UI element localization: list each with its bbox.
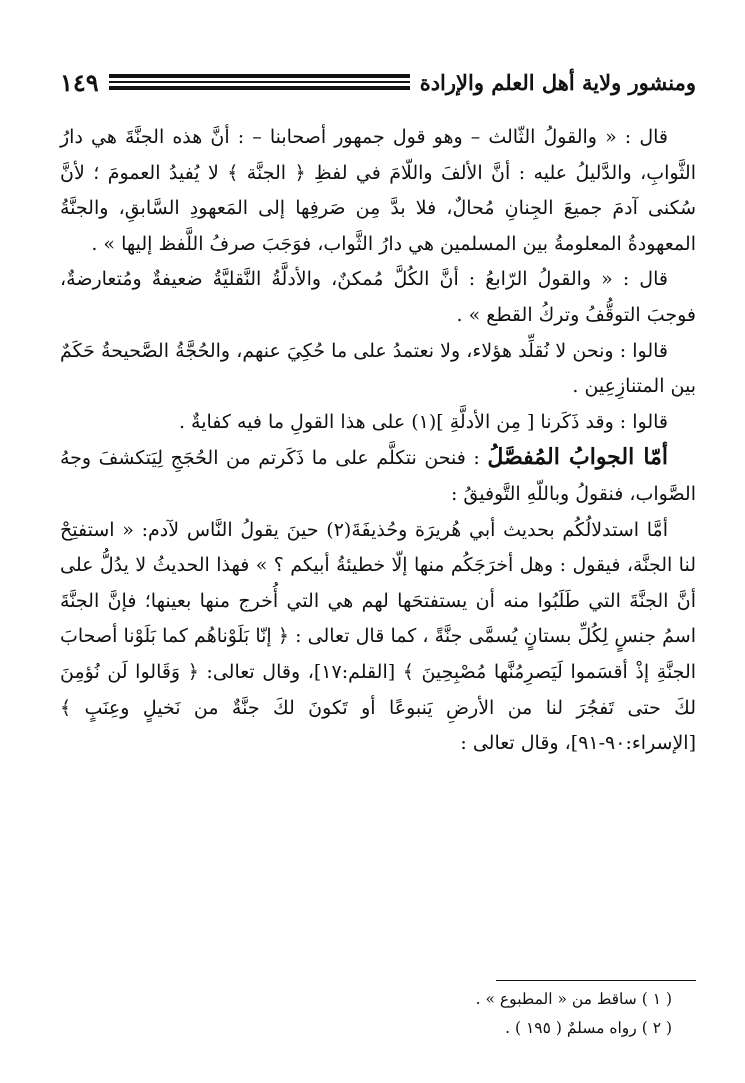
body-text	[60, 120, 696, 762]
paragraph-3: قالوا : ونحن لا نُقلِّد هؤلاء، ولا نعتمدُ على ما حُكِيَ عنهم، والحُجَّةُ الصَّحيحةُ حَكَمٌ بين المتنازِعِين .	[60, 339, 696, 398]
paragraph-1: قال : « والقولُ الثّالث – وهو قول جمهور أصحابنا – : أنَّ هذه الجنَّةَ هي دارُ الثَّوابِ، والدَّليلُ عليه : أنَّ الألفَ واللّامَ في لفظِ ﴿ الجنَّة ﴾ لا يُفيدُ العمومَ ؛ لأنَّ سُكنى آدمَ جميعَ الجِنانِ مُحالٌ، فلا بدَّ مِن صَرفِها إلى المَعهودِ السَّابقِ، والجنَّةُ المعهودةُ المعلومةُ بين المسلمين هي دارُ الثَّواب، فوَجَبَ صرفُ اللَّفظ إليها » .	[60, 126, 696, 255]
paragraph-5	[60, 440, 696, 512]
paragraph-6: أمَّا استدلالُكُم بحديث أبي هُريرَة وحُذيفَةَ(٢) حينَ يقولُ النَّاس لآدم: « استفتِحْ لنا الجنَّة، فيقول : وهل أخرَجَكُم منها إلّا خطيئةُ أبيكم ؟ » فهذا الحديثُ لا يدُلُّ على أنَّ الجنَّةَ التي طَلَبُوا منه أن يستفتحَها لهم هي التي أُخرج منها بعينها؛ فإنَّ الجنَّةَ اسمُ جنسٍ لِكُلِّ بستانٍ يُسمَّى جنَّةً ، كما قال تعالى : ﴿ إنّا بَلَوْناهُم كما بَلَوْنا أصحابَ الجنَّةِ إذْ أقسَموا لَيَصرِمُنَّها مُصْبِحِينَ ﴾ [القلم:١٧]، وقال تعالى: ﴿ وَقَالوا لَن نُؤمِنَ لكَ حتى تَفجُرَ لنا من الأرضِ يَنبوعًا أو تَكونَ لكَ جنَّةٌ من نَخيلٍ وعِنَبٍ ﴾ [الإسراء:٩٠-٩١]، وقال تعالى :	[60, 518, 697, 755]
page-number: ١٤٩	[60, 67, 99, 97]
header-rule	[109, 74, 410, 90]
paragraph-5-text: : فنحن نتكلَّم على ما ذَكَرتم من الحُجَجِ لِيَتكشفَ وجهُ الصَّواب، فنقولُ وباللّهِ التَّوفيقُ :	[60, 447, 696, 505]
footnotes	[60, 980, 696, 1043]
footnote-2: ( ٢ ) رواه مسلمٌ ( ١٩٥ ) .	[505, 1019, 672, 1037]
section-heading: أمّا الجوابُ المُفصَّلُ	[487, 444, 668, 471]
paragraph-2: قال : « والقولُ الرّابعُ : أنَّ الكُلَّ مُمكنٌ، والأدلَّةُ النَّقليَّةُ ضعيفةٌ ومُتعارضةٌ، فوجبَ التوقُّفُ وتركُ القطع » .	[60, 268, 696, 326]
footnote-divider	[496, 980, 696, 981]
footnote-1: ( ١ ) ساقط من « المطبوع » .	[475, 990, 672, 1008]
running-title: ومنشور ولاية أهل العلم والإرادة	[419, 69, 696, 95]
page-header	[60, 64, 696, 100]
paragraph-4: قالوا : وقد ذَكَرنا [ مِن الأدلَّةِ ](١) على هذا القولِ ما فيه كفايةٌ .	[178, 410, 668, 433]
